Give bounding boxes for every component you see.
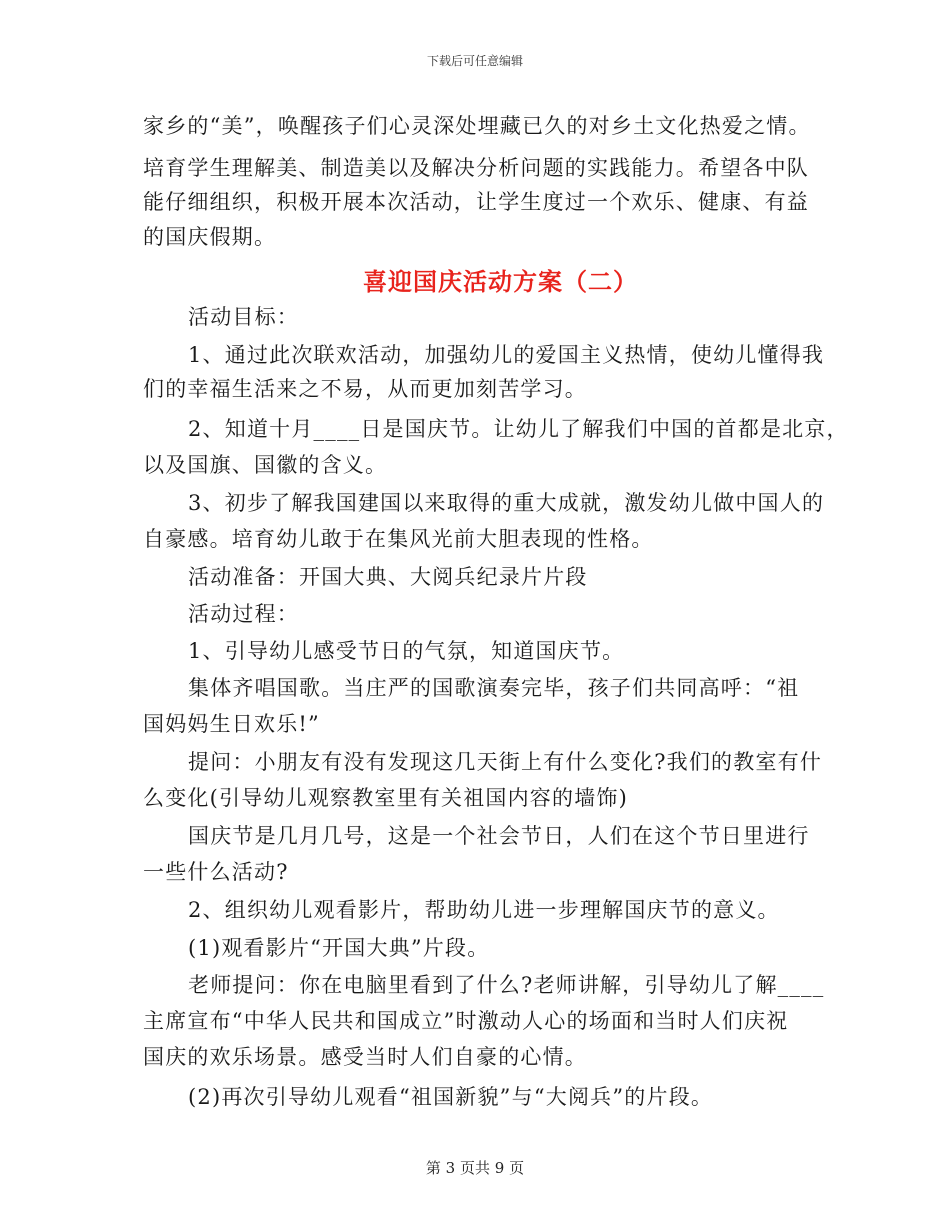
body-line: 2、知道十月____日是国庆节。让幼儿了解我们中国的首都是北京，	[188, 417, 849, 441]
body-line: 么变化(引导幼儿观察教室里有关祖国内容的墙饰)	[143, 786, 628, 810]
body-line: 老师提问：你在电脑里看到了什么?老师讲解，引导幼儿了解____	[188, 973, 825, 997]
section-title: 喜迎国庆活动方案（二）	[363, 267, 638, 296]
body-line: 国庆的欢乐场景。感受当时人们自豪的心情。	[143, 1045, 587, 1069]
body-line: 主席宣布“中华人民共和国成立”时激动人心的场面和当时人们庆祝	[143, 1009, 789, 1033]
body-line: 1、引导幼儿感受节日的气氛，知道国庆节。	[188, 639, 625, 663]
page-footer: 第 3 页共 9 页	[425, 1159, 525, 1177]
body-line: 国庆节是几月几号，这是一个社会节日，人们在这个节日里进行	[188, 824, 810, 848]
body-line: 1、通过此次联欢活动，加强幼儿的爱国主义热情，使幼儿懂得我	[188, 343, 825, 367]
body-line: 集体齐唱国歌。当庄严的国歌演奏完毕，孩子们共同高呼：“祖	[188, 676, 800, 700]
intro-line-2: 培育学生理解美、制造美以及解决分析问题的实践能力。希望各中队	[143, 156, 809, 180]
body-line: 活动准备：开国大典、大阅兵纪录片片段	[188, 565, 588, 589]
body-line: 国妈妈生日欢乐!”	[143, 712, 320, 736]
body-line: 一些什么活动?	[143, 860, 289, 884]
page-header: 下载后可任意编辑	[426, 54, 523, 68]
body-line: (1)观看影片“开国大典”片段。	[188, 936, 490, 960]
body-line: 以及国旗、国徽的含义。	[143, 453, 388, 477]
body-line: 活动目标：	[188, 305, 299, 329]
body-line: 2、组织幼儿观看影片，帮助幼儿进一步理解国庆节的意义。	[188, 898, 780, 922]
body-line: 们的幸福生活来之不易，从而更加刻苦学习。	[143, 377, 587, 401]
body-line: 活动过程：	[188, 602, 299, 626]
intro-line-4: 的国庆假期。	[143, 225, 277, 249]
body-line: 自豪感。培育幼儿敢于在集风光前大胆表现的性格。	[143, 527, 654, 551]
intro-line-1: 家乡的“美”，唤醒孩子们心灵深处埋藏已久的对乡土文化热爱之情。	[143, 114, 811, 138]
body-line: (2)再次引导幼儿观看“祖国新貌”与“大阅兵”的片段。	[188, 1085, 714, 1109]
intro-line-3: 能仔细组织，积极开展本次活动，让学生度过一个欢乐、健康、有益	[143, 190, 809, 214]
body-line: 提问：小朋友有没有发现这几天街上有什么变化?我们的教室有什	[188, 750, 823, 774]
body-line: 3、初步了解我国建国以来取得的重大成就，激发幼儿做中国人的	[188, 491, 825, 515]
